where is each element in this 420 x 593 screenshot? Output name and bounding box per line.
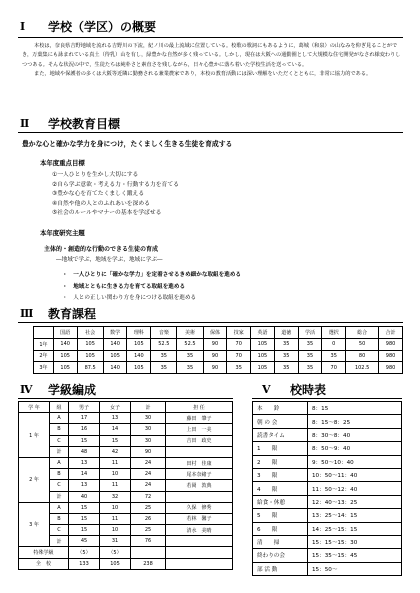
table-row: C 13 11 24 若岡 敦典 — [19, 480, 233, 491]
special-class-row: 特殊学級 （5） （5） — [19, 547, 233, 558]
curriculum-table — [33, 326, 403, 374]
table-row: B 15 11 26 若林 馨子 — [19, 513, 233, 524]
focus-item: ⑤社会のルールやマナーの基本を学ばせる — [52, 210, 162, 217]
table-row: 6 限 14：25～15：15 — [253, 522, 402, 535]
table-row: 3 年 A 15 10 25 久保 修秀 — [19, 502, 233, 513]
section-5-rule — [252, 398, 402, 399]
table-row: 部 活 動 15：50～ — [253, 562, 402, 575]
focus-item: ③豊かな心を育てたくましく鍛える — [52, 191, 145, 198]
focus-list — [52, 171, 179, 219]
research-theme: 主体的・創造的な行動のできる生徒の育成 — [44, 246, 159, 253]
table-row: B 14 10 24 尾本奈緒子 — [19, 469, 233, 480]
table-row: 1 年 A 17 13 30 藤田 肇子 — [19, 413, 233, 424]
table-row: 給食・休憩 12：40～13：25 — [253, 495, 402, 508]
school-goal: 豊かな心と確かな学力を身につけ，たくましく生きる生徒を育成する — [22, 140, 233, 148]
table-row: 2年 105 105 105 140 35 35 90 70 105 35 35 35 80 980 — [34, 350, 403, 362]
research-subtheme: ―地域で学ぶ，地域を学ぶ，地域に学ぶ― — [56, 257, 163, 263]
table-row: 本 鈴 8：15 — [253, 402, 402, 415]
section-4-rule — [18, 398, 233, 399]
table-row: B 16 14 30 上田 一美 — [19, 424, 233, 435]
section-3-title: Ⅲ 教育課程 — [20, 307, 97, 321]
table-row: 2 年 A 13 11 24 田村 佳康 — [19, 457, 233, 468]
curriculum-header-row: 国語 社会 数学 理科 音楽 美術 保体 技家 英語 道徳 学活 選択 総合 合計 — [34, 327, 403, 339]
focus-item: ②自ら学ぶ意欲・考える力・行動する力を育てる — [52, 181, 179, 188]
section-3-rule — [18, 322, 403, 323]
table-row: 4 限 11：50～12：40 — [253, 482, 402, 495]
focus-title: 本年度重点目標 — [40, 159, 85, 167]
section-2-rule — [18, 132, 403, 133]
focus-item: ④自然や他の人とのふれあいを深める — [52, 200, 150, 207]
table-row: C 15 15 30 吉田 政史 — [19, 435, 233, 446]
class-table — [18, 401, 233, 570]
class-header-row: 学 年 組 男子 女子 計 担 任 — [19, 402, 233, 413]
research-bullets — [62, 270, 241, 305]
table-row: 読書タイム 8：30～8：40 — [253, 428, 402, 441]
table-row: 1 限 8：50～9：40 — [253, 442, 402, 455]
table-row: 計 40 32 72 — [19, 491, 233, 502]
table-row: 計 48 42 90 — [19, 446, 233, 457]
section-5-title: Ⅴ 校時表 — [262, 383, 327, 397]
table-row: 清 掃 15：15～15：30 — [253, 535, 402, 548]
section-1-title: Ⅰ 学校（学区）の概要 — [20, 20, 157, 34]
timetable — [252, 401, 402, 576]
table-row: 3 限 10：50～11：40 — [253, 468, 402, 481]
total-row: 全 校 133 105 238 — [19, 558, 233, 569]
focus-item: ①一人ひとりを生かし大切にする — [52, 172, 139, 178]
research-bullet: ・ 人との正しい関わり方を身につける取組を進める — [62, 295, 197, 301]
table-row: 1年 140 105 140 105 52.5 52.5 90 70 105 35 35 0 50 980 — [34, 338, 403, 350]
research-title: 本年度研究主題 — [40, 229, 85, 237]
table-row: 終わりの会 15：35～15：45 — [253, 549, 402, 562]
table-row: 計 45 31 76 — [19, 536, 233, 547]
overview-paragraph-1: 本校は，奈良県吉野地域を流れる吉野川の下流，紀ノ川の最上流域に位置している。校歌の歌詞にもあるように，葛城（和泉）の山なみを仰ぎ見ることができ，万葉集にも詠まれている真土（待乳）山を有し，緑豊かな自然が多く残っている。しかし，現在は大阪への通勤圏として大規模な住宅開発がなされ様変わりしつつある。そんな状況の中で，生徒たちは純朴さと素直さを残しながら，日々心豊かに落ち着いた学校生活を送っている。 — [22, 43, 401, 68]
section-2-title: Ⅱ 学校教育目標 — [20, 117, 121, 131]
table-row: 5 限 13：25～14：15 — [253, 509, 402, 522]
research-bullet: ・ 地域とともに生きる力を育てる取組を進める — [62, 283, 186, 290]
table-row: 朝 の 会 8：15～8：25 — [253, 415, 402, 428]
section-1-rule — [18, 37, 403, 38]
table-row: 3年 105 87.5 140 105 35 35 90 35 105 35 35 70 102.5 980 — [34, 362, 403, 374]
research-bullet: ・ 一人ひとりに「確かな学力」を定着させるきめ細かな取組を進める — [62, 272, 242, 278]
table-row: 2 限 9：50～10：40 — [253, 455, 402, 468]
section-4-title: Ⅳ 学級編成 — [20, 383, 97, 397]
overview-text — [22, 42, 402, 80]
table-row: C 15 10 25 清水 美晴 — [19, 525, 233, 536]
overview-paragraph-2: また，地域や保護者の多くは大阪等近隣に勤務される兼業農家であり，本校の教育活動には深い理解をいただくとともに，非常に協力的である。 — [34, 71, 372, 78]
